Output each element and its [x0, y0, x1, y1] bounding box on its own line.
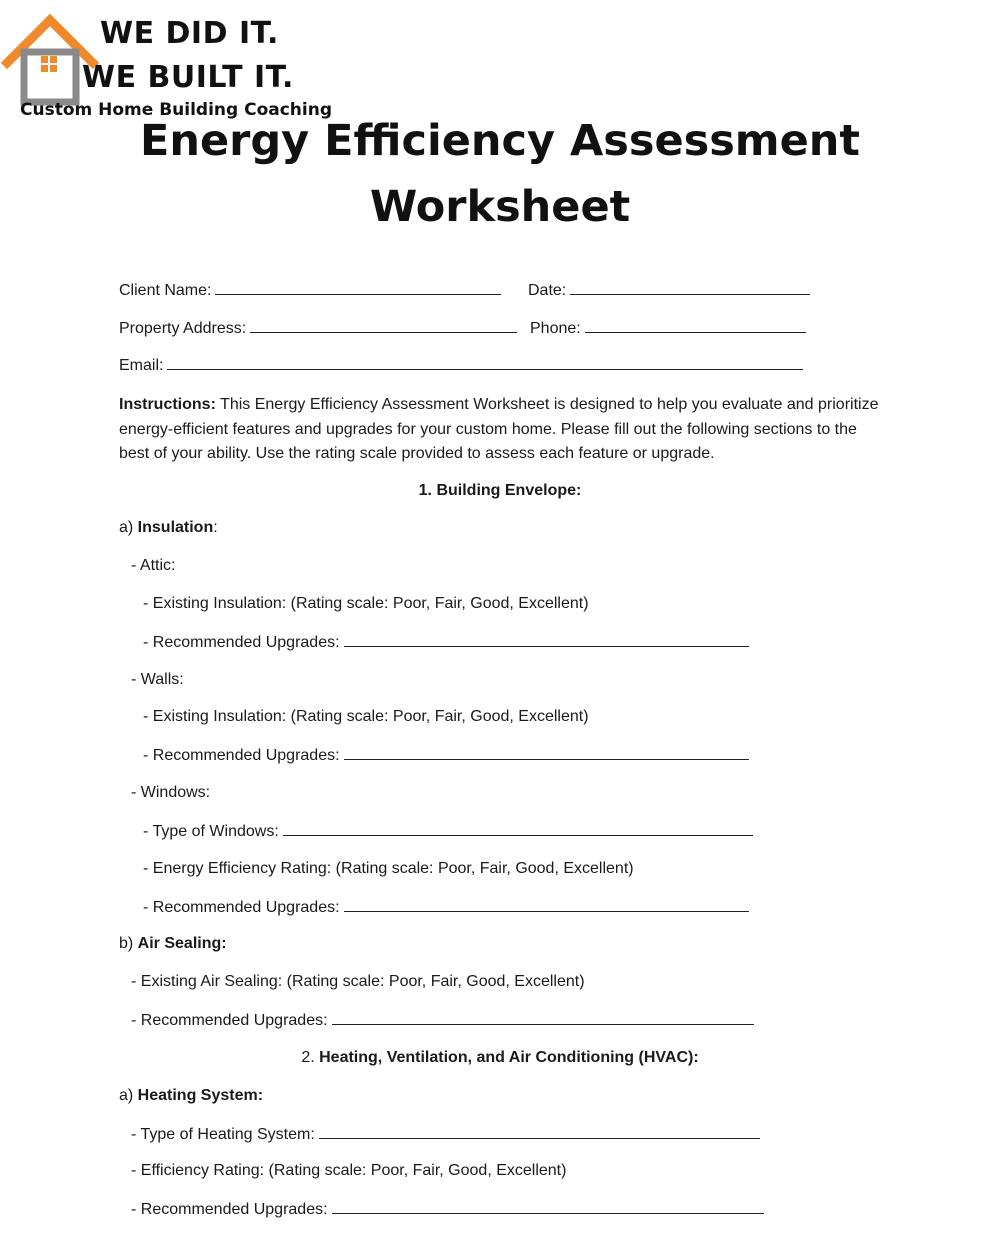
walls-upgrades-row [143, 745, 749, 766]
instructions-label: Instructions: [119, 396, 216, 413]
client-name-row [119, 280, 501, 301]
insulation-title: Insulation [137, 519, 214, 536]
date-field[interactable] [570, 280, 810, 295]
air-sealing-heading [119, 934, 227, 954]
insulation-prefix: a) [119, 519, 138, 536]
date-row [528, 280, 810, 301]
section-1-heading [0, 481, 1000, 501]
section-2-prefix: 2. [301, 1049, 320, 1066]
air-sealing-upgrades-field[interactable] [332, 1010, 754, 1025]
heating-type-field[interactable] [319, 1124, 760, 1139]
air-sealing-existing: - Existing Air Sealing: (Rating scale: Poor, Fair, Good, Excellent) [131, 973, 585, 990]
air-sealing-upgrades-row [131, 1010, 754, 1031]
email-label: Email: [119, 357, 164, 374]
heating-type-label: - Type of Heating System: [131, 1126, 315, 1143]
windows-type-label: - Type of Windows: [143, 823, 279, 840]
air-sealing-upgrades-label: - Recommended Upgrades: [131, 1012, 328, 1029]
attic-upgrades-label: - Recommended Upgrades: [143, 634, 340, 651]
heating-system-heading [119, 1086, 263, 1106]
insulation-heading [119, 518, 218, 538]
property-address-label: Property Address: [119, 320, 247, 337]
title-line-1: Energy Efficiency Assessment [140, 116, 860, 166]
phone-row [530, 318, 806, 339]
walls-upgrades-field[interactable] [344, 745, 749, 760]
walls-existing-insulation: - Existing Insulation: (Rating scale: Poor, Fair, Good, Excellent) [143, 708, 589, 725]
air-sealing-prefix: b) [119, 935, 138, 952]
windows-upgrades-row [143, 897, 749, 918]
logo-line-2: WE BUILT IT. [82, 60, 294, 95]
windows-upgrades-field[interactable] [344, 897, 749, 912]
property-address-field[interactable] [250, 318, 517, 333]
instructions-paragraph [119, 393, 879, 467]
section-2-heading-text: Heating, Ventilation, and Air Conditioning (HVAC): [319, 1049, 699, 1066]
heating-system-prefix: a) [119, 1087, 138, 1104]
windows-label: - Windows: [131, 784, 211, 801]
phone-field[interactable] [585, 318, 806, 333]
email-field[interactable] [167, 355, 803, 370]
windows-type-field[interactable] [283, 821, 753, 836]
logo-line-1: WE DID IT. [100, 16, 279, 51]
walls-label: - Walls: [131, 671, 184, 688]
heating-type-row [131, 1124, 760, 1145]
walls-upgrades-label: - Recommended Upgrades: [143, 747, 340, 764]
heating-upgrades-label: - Recommended Upgrades: [131, 1201, 328, 1218]
air-sealing-title: Air Sealing: [137, 935, 227, 952]
attic-label: - Attic: [131, 557, 176, 574]
windows-type-row [143, 821, 753, 842]
section-1-heading-text: 1. Building Envelope: [418, 482, 582, 499]
client-name-field[interactable] [215, 280, 501, 295]
heating-upgrades-field[interactable] [332, 1199, 764, 1214]
instructions-text: This Energy Efficiency Assessment Worksheet is designed to help you evaluate and prioritize energy-efficient features and upgrades for your custom home. Please fill out the following sections to the best of your ability. Use the rating scale provided to assess each feature or upgrade. [119, 396, 879, 462]
insulation-colon: : [213, 519, 218, 536]
attic-upgrades-row [143, 632, 749, 653]
windows-upgrades-label: - Recommended Upgrades: [143, 899, 340, 916]
section-2-heading [0, 1048, 1000, 1068]
logo-tagline: Custom Home Building Coaching [20, 100, 333, 120]
phone-label: Phone: [530, 320, 581, 337]
heating-efficiency-rating: - Efficiency Rating: (Rating scale: Poor, Fair, Good, Excellent) [131, 1162, 567, 1179]
email-row [119, 355, 803, 376]
heating-upgrades-row [131, 1199, 764, 1220]
date-label: Date: [528, 282, 567, 299]
heating-system-title: Heating System: [137, 1087, 264, 1104]
page-title [0, 108, 1000, 240]
title-line-2: Worksheet [369, 182, 631, 232]
client-name-label: Client Name: [119, 282, 212, 299]
attic-existing-insulation: - Existing Insulation: (Rating scale: Poor, Fair, Good, Excellent) [143, 595, 589, 612]
property-address-row [119, 318, 517, 339]
attic-upgrades-field[interactable] [344, 632, 749, 647]
windows-efficiency-rating: - Energy Efficiency Rating: (Rating scale: Poor, Fair, Good, Excellent) [143, 860, 634, 877]
